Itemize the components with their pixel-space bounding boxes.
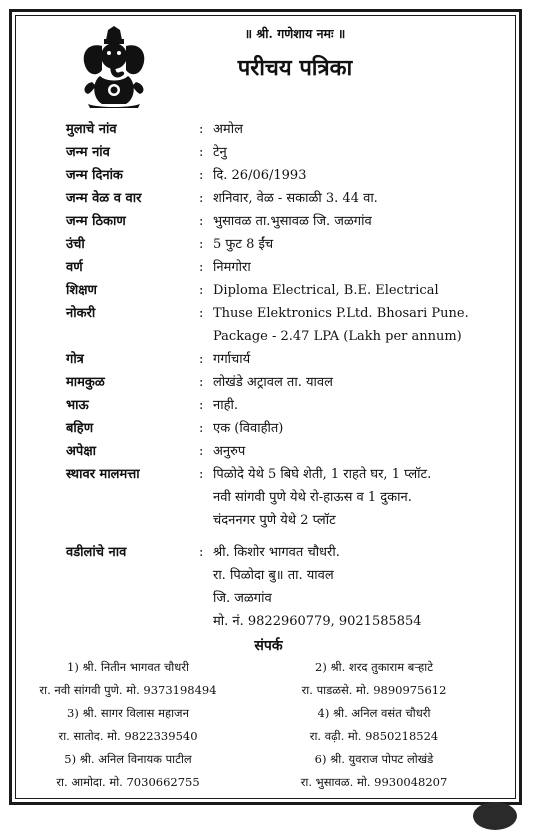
detail-label: मुलाचे नांव: [66, 122, 117, 137]
detail-value: पिळोदे येथे 5 बिघे शेती, 1 राहते घर, 1 प्लॉट.: [213, 467, 432, 482]
colon: :: [199, 237, 204, 252]
colon: :: [199, 214, 204, 229]
detail-value: निमगोरा: [213, 260, 251, 275]
detail-value: नवी सांगवी पुणे येथे रो-हाऊस व 1 दुकान.: [213, 490, 412, 505]
detail-label: जन्म नांव: [66, 145, 110, 160]
contact-name: 3) श्री. सागर विलास महाजन: [67, 706, 189, 720]
contact-info: रा. आमोदा. मो. 7030662755: [56, 775, 200, 789]
detail-label: वर्ण: [66, 260, 83, 275]
colon: :: [199, 260, 204, 275]
colon: :: [199, 444, 204, 459]
contact-name: 6) श्री. युवराज पोपट लोखंडे: [314, 752, 434, 766]
colon: :: [199, 191, 204, 206]
invocation-text: ॥ श्री. गणेशाय नमः ॥: [244, 26, 346, 41]
contact-info: रा. सातोद. मो. 9822339540: [58, 729, 198, 743]
contact-info: रा. वढ़ी. मो. 9850218524: [309, 729, 439, 743]
contact-info: रा. नवी सांगवी पुणे. मो. 9373198494: [39, 683, 217, 697]
detail-value: भुसावळ ता.भुसावळ जि. जळगांव: [213, 214, 372, 229]
colon: :: [199, 306, 204, 321]
detail-value: एक (विवाहीत): [213, 421, 284, 436]
colon: :: [199, 467, 204, 482]
detail-label: स्थावर मालमत्ता: [66, 467, 140, 482]
contact-name: 2) श्री. शरद तुकाराम बऱ्हाटे: [315, 660, 433, 674]
colon: :: [199, 122, 204, 137]
colon: :: [199, 352, 204, 367]
page-curl-shadow: [473, 802, 517, 830]
contact-name: 5) श्री. अनिल विनायक पाटील: [64, 752, 192, 766]
detail-label: शिक्षण: [66, 283, 97, 298]
colon: :: [199, 545, 204, 560]
detail-value: जि. जळगांव: [213, 591, 272, 606]
detail-label: मामकुळ: [66, 375, 105, 390]
colon: :: [199, 421, 204, 436]
contact-name: 1) श्री. नितीन भागवत चौधरी: [67, 660, 189, 674]
contact-info: रा. भुसावळ. मो. 9930048207: [300, 775, 448, 789]
colon: :: [199, 283, 204, 298]
detail-label: बहिण: [66, 421, 94, 436]
detail-value: अमोल: [213, 122, 243, 137]
colon: :: [199, 375, 204, 390]
contact-name: 4) श्री. अनिल वसंत चौधरी: [317, 706, 431, 720]
detail-value: मो. नं. 9822960779, 9021585854: [213, 614, 422, 629]
detail-label: उंची: [66, 237, 85, 252]
detail-value: Package - 2.47 LPA (Lakh per annum): [213, 329, 462, 344]
colon: :: [199, 398, 204, 413]
detail-label: भाऊ: [66, 398, 89, 413]
colon: :: [199, 145, 204, 160]
detail-value: गर्गाचार्य: [213, 352, 251, 367]
detail-value: टेनु: [213, 145, 227, 160]
detail-value: नाही.: [213, 398, 238, 413]
detail-label: नोकरी: [66, 306, 96, 321]
detail-label: गोत्र: [66, 352, 84, 367]
detail-label: जन्म ठिकाण: [66, 214, 126, 229]
colon: :: [199, 168, 204, 183]
detail-value: दि. 26/06/1993: [213, 168, 307, 183]
contact-info: रा. पाडळसे. मो. 9890975612: [301, 683, 447, 697]
detail-value: Diploma Electrical, B.E. Electrical: [213, 283, 439, 298]
detail-label: अपेक्षा: [66, 444, 97, 459]
ganesha-icon: [78, 26, 150, 108]
detail-value: श्री. किशोर भागवत चौधरी.: [213, 545, 340, 560]
detail-value: लोखंडे अट्रावल ता. यावल: [213, 375, 333, 390]
detail-label: जन्म वेळ व वार: [66, 191, 142, 206]
detail-value: शनिवार, वेळ - सकाळी 3. 44 वा.: [213, 191, 378, 206]
detail-value: चंदननगर पुणे येथे 2 प्लॉट: [213, 513, 336, 528]
detail-value: Thuse Elektronics P.Ltd. Bhosari Pune.: [213, 306, 469, 321]
detail-label: वडीलांचे नाव: [66, 545, 127, 560]
detail-value: रा. पिळोदा बु॥ ता. यावल: [213, 568, 334, 583]
detail-value: अनुरुप: [213, 444, 246, 459]
contacts-title: संपर्क: [254, 638, 283, 654]
detail-value: 5 फुट 8 ईंच: [213, 237, 274, 252]
detail-label: जन्म दिनांक: [66, 168, 123, 183]
page-title: परीचय पत्रिका: [237, 55, 353, 81]
